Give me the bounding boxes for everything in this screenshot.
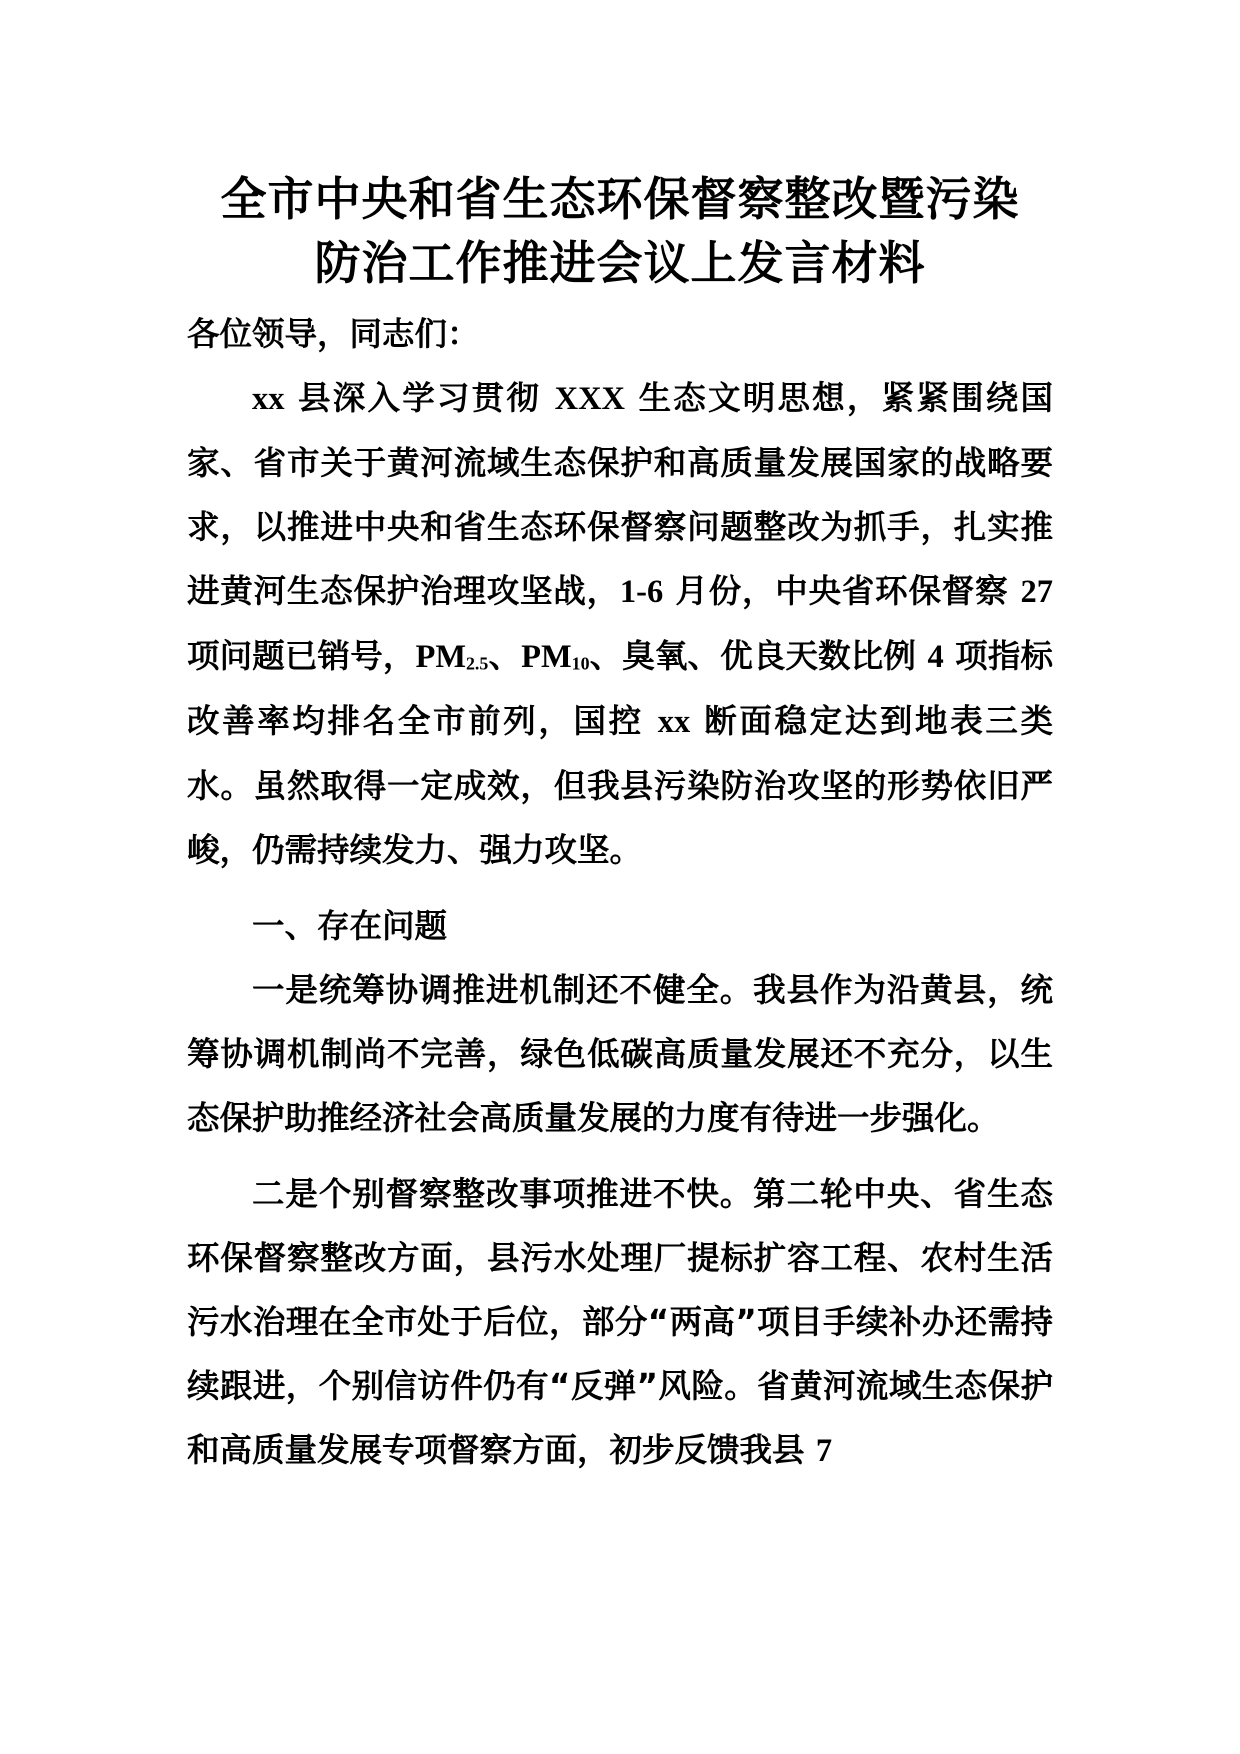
text-run: xx [657,704,691,740]
text-run: 县深入学习贯彻 [284,379,555,417]
text-run: 4 [927,639,944,675]
text-run: 、 [488,637,522,675]
text-run: 1-6 [619,574,664,610]
greeting: 各位领导，同志们： [187,315,480,353]
pm-label: PM [521,639,572,675]
pm-label: PM [415,639,466,675]
text-run: 项问题已销号， [187,637,416,675]
paragraph-issue-2 [187,1162,1053,1483]
text-run: 月份，中央省环保督察 [663,572,1021,610]
pm-subscript: 10 [571,653,590,674]
text-run: 二是个别督察整改事项推进不快。第二轮中央、省生态环保督察整改方面，县污水处理厂提标扩容工程、农村生活污水治理在全市处于后位，部分“两高”项目手续补办还需持续跟进，个别信访件仍有“反弹”风险。省黄河流域生态保护和高质量发展专项督察方面，初步反馈我县 [187,1175,1053,1469]
paragraph-issue-1: 一是统筹协调推进机制还不健全。我县作为沿黄县，统筹协调机制尚不完善，绿色低碳高质量发展还不充分，以生态保护助推经济社会高质量发展的力度有待进一步强化。 [187,971,1053,1137]
text-run: 项指标改善率均排名全市前列，国控 [187,637,1053,740]
text-run: 7 [815,1433,833,1469]
text-run: xx [252,381,285,417]
text-run: 断面稳定达到地表三类水。虽然取得一定成效，但我县污染防治攻坚的形势依旧严峻，仍需持续发力、强力攻坚。 [187,702,1053,869]
pm-subscript: 2.5 [466,653,489,674]
document-title-line-1: 全市中央和省生态环保督察整改暨污染 [220,172,1020,226]
section-heading: 一、存在问题 [252,907,448,945]
paragraph-summary [187,366,1053,882]
text-run: 27 [1020,574,1053,610]
document-body [187,302,1053,1483]
document-title-line-2: 防治工作推进会议上发言材料 [314,236,926,290]
text-run: XXX [554,381,626,417]
text-run: 、臭氧、优良天数比例 [589,637,928,675]
text-run: 生态文明思想，紧紧围绕国家、省市关于黄河流域生态保护和高质量发展国家的战略要求，以推进中央和省生态环保督察问题整改为抓手，扎实推进黄河生态保护治理攻坚战， [187,379,1053,610]
